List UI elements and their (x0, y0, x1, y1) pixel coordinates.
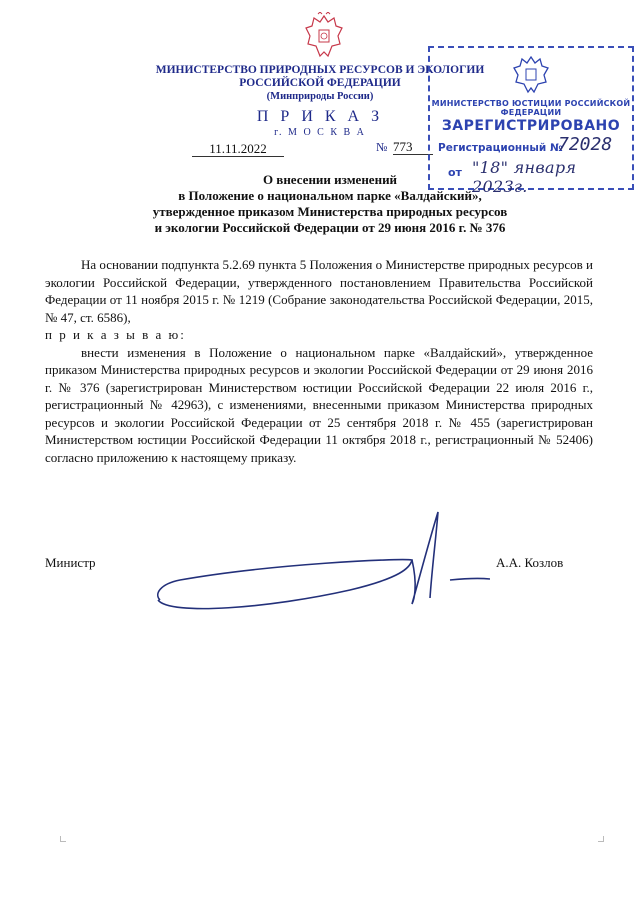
stamp-organization: МИНИСТЕРСТВО ЮСТИЦИИ РОССИЙСКОЙ ФЕДЕРАЦИИ (431, 99, 631, 117)
document-title (80, 172, 580, 236)
stamp-from-label: от (448, 166, 462, 179)
stamp-reg-date: "18" января 2023г. (472, 158, 577, 196)
signer-name: А.А. Козлов (496, 555, 564, 570)
registration-stamp (428, 46, 634, 196)
paragraph-basis: На основании подпункта 5.2.69 пункта 5 Положения о Министерстве природных ресурсов и экологии Российской Федерации, утвержденного постановлением Правительства Российской Федерации от 11 ноября 2015 г. № 1219 (Собрание законодательства Российской Федерации, 2015, № 47, ст. 6586), (45, 257, 593, 325)
title-line2: в Положение о национальном парке «Валдайский», (178, 188, 482, 203)
document-number: 773 (393, 140, 433, 155)
ministry-abbr: (Минприроды России) (266, 91, 374, 102)
document-body (45, 256, 593, 466)
stamp-reg-number: 72028 (558, 134, 613, 155)
orders-word: п р и к а з ы в а ю: (45, 327, 186, 342)
paragraph-order: внести изменения в Положение о национальном парке «Валдайский», утвержденное приказом Министерства природных ресурсов и экологии Российской Федерации от 29 июня 2016 г. № 376 (зарегистрирован Министерством юстиции Российской Федерации 22 июля 2016 г., регистрационный № 42963), с изменениями, внесенными приказом Министерства природных ресурсов и экологии Российской Федерации от 25 сентября 2018 г. № 455 (зарегистрирован Министерством юстиции Российской Федерации 11 октября 2018 г., регистрационный № 52406) согласно приложению к настоящему приказу. (45, 344, 593, 465)
document-city: г. М О С К В А (274, 127, 366, 138)
handwritten-signature (150, 508, 490, 618)
coat-of-arms-icon (304, 12, 344, 62)
scan-corner-mark (598, 836, 604, 842)
stamp-title: ЗАРЕГИСТРИРОВАНО (441, 118, 621, 134)
ministry-name-line1: МИНИСТЕРСТВО ПРИРОДНЫХ РЕСУРСОВ И ЭКОЛОГИИ (155, 64, 485, 76)
title-line4: и экологии Российской Федерации от 29 июня 2016 г. № 376 (154, 220, 506, 235)
title-line3: утвержденное приказом Министерства природных ресурсов (152, 204, 508, 219)
document-type: П Р И К А З (256, 108, 384, 125)
title-line1: О внесении изменений (262, 172, 398, 187)
number-sign: № (376, 140, 388, 154)
stamp-reg-label: Регистрационный № (438, 142, 563, 154)
document-date: 11.11.2022 (192, 142, 284, 157)
stamp-coat-of-arms-icon (512, 54, 550, 94)
scan-corner-mark (60, 836, 66, 842)
signer-position: Министр (45, 555, 96, 570)
ministry-name-line2: РОССИЙСКОЙ ФЕДЕРАЦИИ (239, 77, 401, 89)
